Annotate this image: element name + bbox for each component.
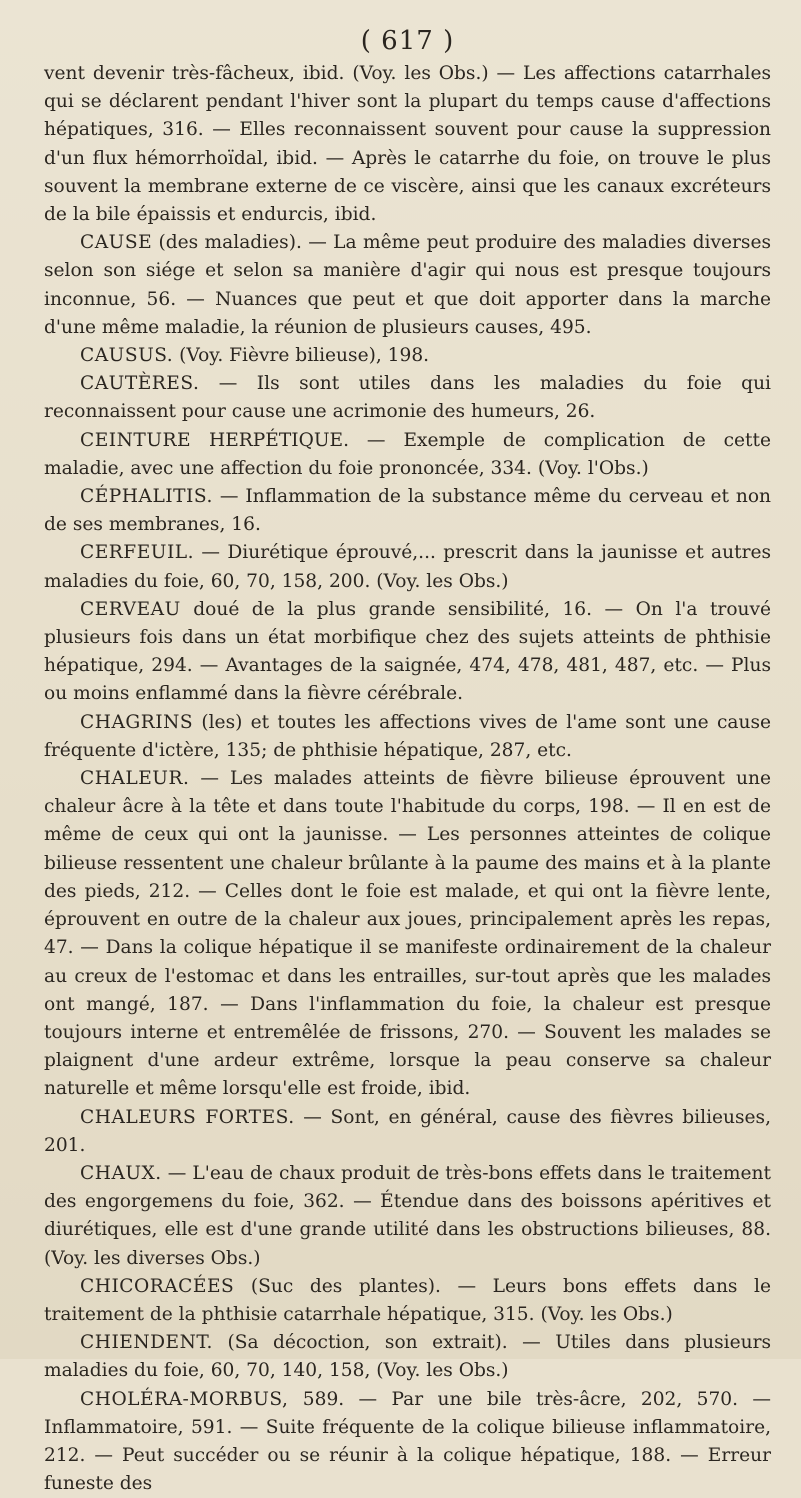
- entry-term: CHIENDENT.: [80, 1332, 213, 1354]
- entry-term: CÉPHALITIS.: [80, 486, 213, 508]
- entry-continuation: [44, 60, 771, 229]
- entry-cause: [44, 229, 771, 342]
- entry-term: CAUSE: [80, 232, 153, 254]
- entry-cauteres: [44, 370, 771, 426]
- entry-text: (Voy. Fièvre bilieuse), 198.: [173, 345, 430, 367]
- entry-text: doué de la plus grande sensibilité, 16. — On l'a trouvé plusieurs fois dans un état morbifique chez des sujets atteints de phthisie hépatique, 294. — Avantages de la saignée, 474, 478, 481, 487, etc. — Plus ou moins enflammé dans la fièvre cérébrale.: [44, 598, 771, 705]
- entry-term: CHALEURS FORTES.: [80, 1106, 295, 1128]
- entry-term: CERVEAU: [80, 598, 181, 620]
- entry-chaux: [44, 1160, 771, 1273]
- entry-text: 589. — Par une bile très-âcre, 202, 570. — Inflammatoire, 591. — Suite fréquente de la colique bilieuse inflammatoire, 212. — Peut succéder ou se réunir à la colique hépatique, 188. — Erreur funeste des: [44, 1388, 771, 1495]
- entry-term: CHICORACÉES: [80, 1275, 235, 1297]
- entry-text: — L'eau de chaux produit de très-bons effets dans le traitement des engorgemens du foie, 362. — Étendue dans des boissons apéritives et diurétiques, elle est d'une grande utilité dans les obstructions bilieuses, 88. (Voy. les diverses Obs.): [44, 1162, 771, 1269]
- entry-term: CHALEUR.: [80, 768, 190, 790]
- entry-term: CEINTURE: [80, 429, 192, 451]
- entry-text: — Inflammation de la substance même du cerveau et non de ses membranes, 16.: [44, 486, 771, 536]
- entry-text: HERPÉTIQUE. — Exemple de complication de cette maladie, avec une affection du foie prononcée, 334. (Voy. l'Obs.): [44, 429, 771, 479]
- entry-term: CHAGRINS: [80, 711, 194, 733]
- entry-ceinture: [44, 427, 771, 483]
- entry-text: vent devenir très-fâcheux, ibid. (Voy. les Obs.) — Les affections catarrhales qui se déclarent pendant l'hiver sont la plupart du temps cause d'affections hépatiques, 316. — Elles reconnaissent souvent pour cause la suppression d'un flux hémorrhoïdal, ibid. — Après le catarrhe du foie, on trouve le plus souvent la membrane externe de ce viscère, ainsi que les canaux excréteurs de la bile épaissis et endurcis, ibid.: [44, 63, 771, 226]
- entry-chiendent: [44, 1329, 771, 1385]
- entry-term: CERFEUIL.: [80, 542, 195, 564]
- entry-term: CAUSUS.: [80, 345, 174, 367]
- entry-text: (Sa décoction, son extrait). — Utiles dans plusieurs maladies du foie, 60, 70, 140, 158, (Voy. les Obs.): [44, 1332, 771, 1382]
- entry-cerfeuil: [44, 539, 771, 595]
- entry-text: — Diurétique éprouvé,... prescrit dans la jaunisse et autres maladies du foie, 60, 70, 158, 200. (Voy. les Obs.): [44, 542, 771, 592]
- entry-term: CHOLÉRA-MORBUS,: [80, 1388, 289, 1410]
- entry-chicoracees: [44, 1273, 771, 1329]
- entry-text: (des maladies). — La même peut produire des maladies diverses selon son siége et selon sa manière d'agir qui nous est presque toujours inconnue, 56. — Nuances que peut et que doit apporter dans la marche d'une même maladie, la réunion de plusieurs causes, 495.: [44, 232, 771, 338]
- page-number: ( 617 ): [360, 26, 455, 56]
- entry-text: (Suc des plantes). — Leurs bons effets dans le traitement de la phthisie catarrhale hépatique, 315. (Voy. les Obs.): [44, 1275, 771, 1325]
- entry-text: — Les malades atteints de fièvre bilieuse éprouvent une chaleur âcre à la tête et dans toute l'habitude du corps, 198. — Il en est de même de ceux qui ont la jaunisse. — Les personnes atteintes de colique bilieuse ressentent une chaleur brûlante à la paume des mains et à la plante des pieds, 212. — Celles dont le foie est malade, et qui ont la fièvre lente, éprouvent en outre de la chaleur aux joues, principalement après les repas, 47. — Dans la colique hépatique il se manifeste ordinairement de la chaleur au creux de l'estomac et dans les entrailles, sur-tout après que les malades ont mangé, 187. — Dans l'inflammation du foie, la chaleur est presque toujours interne et entremêlée de frissons, 270. — Souvent les malades se plaignent d'une ardeur extrême, lorsque la peau conserve sa chaleur naturelle et même lorsqu'elle est froide, ibid.: [44, 768, 771, 1100]
- entry-term: CHAUX.: [80, 1162, 162, 1184]
- entry-text: — Sont, en général, cause des fièvres bilieuses, 201.: [44, 1106, 771, 1156]
- entry-cephalitis: [44, 483, 771, 539]
- entry-cerveau: [44, 596, 771, 709]
- entry-causus: [44, 342, 771, 370]
- entry-chaleurs-fortes: [44, 1104, 771, 1160]
- entry-cholera-morbus: [44, 1386, 771, 1498]
- entry-chaleur: [44, 765, 771, 1103]
- entry-chagrins: [44, 709, 771, 765]
- entry-text: — Ils sont utiles dans les maladies du foie qui reconnaissent pour cause une acrimonie des humeurs, 26.: [44, 373, 771, 423]
- entry-term: CAUTÈRES.: [80, 373, 200, 395]
- entry-text: (les) et toutes les affections vives de l'ame sont une cause fréquente d'ictère, 135; de phthisie hépatique, 287, etc.: [44, 711, 771, 761]
